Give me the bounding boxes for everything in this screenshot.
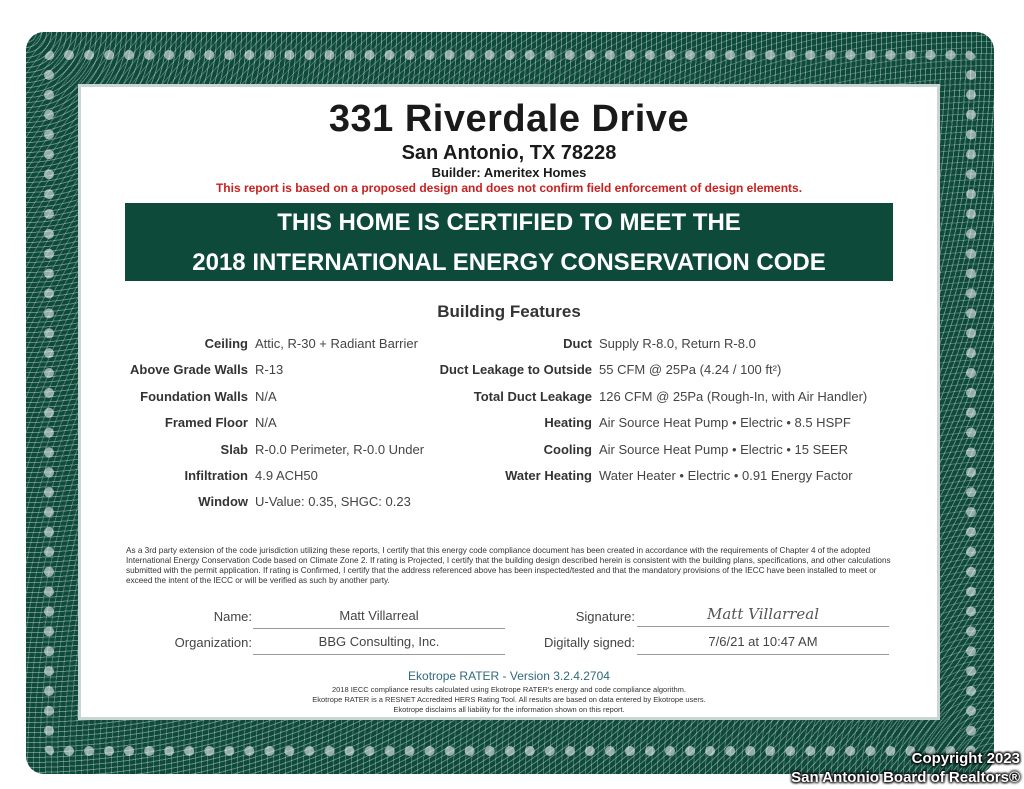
name-label: Name: <box>213 609 252 624</box>
feature-value-ceiling: Attic, R-30 + Radiant Barrier <box>255 336 418 351</box>
feature-label-framed-floor: Framed Floor <box>164 415 248 430</box>
certification-banner <box>125 203 893 281</box>
digitally-signed-value: 7/6/21 at 10:47 AM <box>637 633 889 655</box>
feature-value-foundation-walls: N/A <box>255 389 277 404</box>
rater-version: Ekotrope RATER - Version 3.2.4.2704 <box>408 669 610 683</box>
feature-label-cooling: Cooling <box>543 442 592 457</box>
feature-label-window: Window <box>198 494 248 509</box>
banner-line-1: THIS HOME IS CERTIFIED TO MEET THE <box>277 209 741 236</box>
feature-value-water-heating: Water Heater • Electric • 0.91 Energy Factor <box>599 468 853 483</box>
signature-label: Signature: <box>575 609 635 624</box>
feature-label-slab: Slab <box>220 442 248 457</box>
rater-note-1: 2018 IECC compliance results calculated using Ekotrope RATER's energy and code compliance algorithm. <box>332 685 686 694</box>
builder-name: Builder: Ameritex Homes <box>431 165 587 180</box>
feature-value-slab: R-0.0 Perimeter, R-0.0 Under <box>255 442 425 457</box>
feature-label-above-grade-walls: Above Grade Walls <box>130 362 248 377</box>
feature-value-duct: Supply R-8.0, Return R-8.0 <box>599 336 756 351</box>
feature-value-window: U-Value: 0.35, SHGC: 0.23 <box>255 494 411 509</box>
signature-value: Matt Villarreal <box>637 605 889 627</box>
feature-value-duct-leakage-outside: 55 CFM @ 25Pa (4.24 / 100 ft²) <box>599 362 782 377</box>
feature-value-cooling: Air Source Heat Pump • Electric • 15 SEER <box>599 442 848 457</box>
rater-note-3: Ekotrope disclaims all liability for the information shown on this report. <box>393 705 625 714</box>
name-value: Matt Villarreal <box>253 607 505 629</box>
certification-statement: As a 3rd party extension of the code jurisdiction utilizing these reports, I certify that this energy code compliance document has been created in accordance with the requirements of Chapter 4 of the adopted International Energy Conservation Code based on Climate Zone 2. If rating is Projected, I certify that the building design described herein is consistent with the building plans, specifications, and other calculations submitted with the permit application. If rating is Confirmed, I certify that the address referenced above has been inspected/tested and that the mandatory provisions of the IECC have been installed to meet or exceed the intent of the IECC or will be verified as such by another party. <box>126 546 891 585</box>
organization-value: BBG Consulting, Inc. <box>253 633 505 655</box>
feature-label-infiltration: Infiltration <box>184 468 248 483</box>
city-state-zip: San Antonio, TX 78228 <box>401 142 617 164</box>
feature-value-total-duct-leakage: 126 CFM @ 25Pa (Rough-In, with Air Handler) <box>599 389 868 404</box>
feature-label-duct-leakage-outside: Duct Leakage to Outside <box>439 362 592 377</box>
feature-value-framed-floor: N/A <box>255 415 277 430</box>
copyright-watermark-line-2: San Antonio Board of Realtors® <box>791 769 1020 786</box>
feature-label-foundation-walls: Foundation Walls <box>140 389 248 404</box>
organization-label: Organization: <box>174 635 252 650</box>
feature-value-infiltration: 4.9 ACH50 <box>255 468 318 483</box>
feature-label-total-duct-leakage: Total Duct Leakage <box>473 389 592 404</box>
banner-line-2: 2018 INTERNATIONAL ENERGY CONSERVATION CODE <box>192 249 826 276</box>
rater-note-2: Ekotrope RATER is a RESNET Accredited HERS Rating Tool. All results are based on data entered by Ekotrope users. <box>312 695 706 704</box>
design-disclaimer: This report is based on a proposed design and does not confirm field enforcement of design elements. <box>215 181 803 195</box>
feature-label-duct: Duct <box>563 336 592 351</box>
building-features-heading: Building Features <box>437 302 581 321</box>
digitally-signed-label: Digitally signed: <box>543 635 635 650</box>
feature-value-heating: Air Source Heat Pump • Electric • 8.5 HSPF <box>599 415 851 430</box>
feature-label-ceiling: Ceiling <box>204 336 248 351</box>
feature-label-heating: Heating <box>544 415 592 430</box>
feature-value-above-grade-walls: R-13 <box>255 362 284 377</box>
property-address: 331 Riverdale Drive <box>328 98 690 140</box>
feature-label-water-heating: Water Heating <box>505 468 592 483</box>
copyright-watermark-line-1: Copyright 2023 <box>911 750 1020 767</box>
